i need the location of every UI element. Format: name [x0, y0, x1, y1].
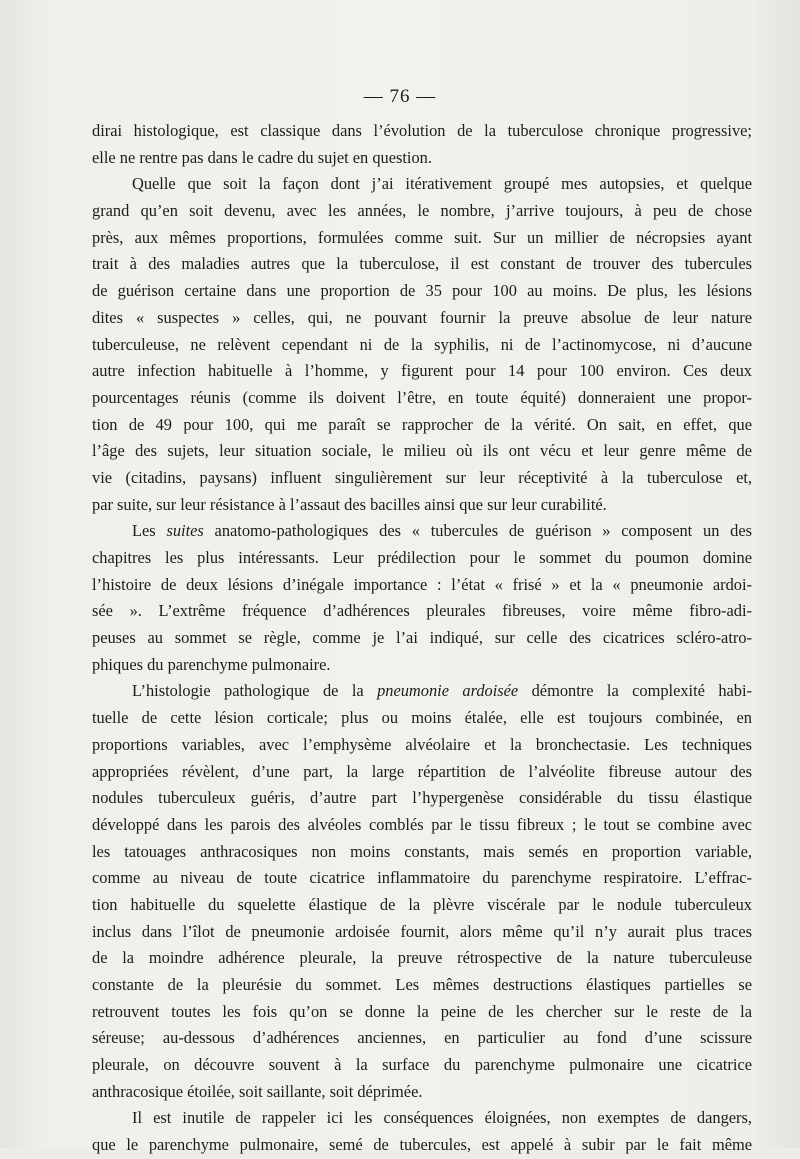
- text-line: sée ». L’extrême fréquence d’adhérences pleurales fibreuses, voire même fibro-adi-: [92, 601, 752, 621]
- text-line: retrouvent toutes les fois qu’on se donne la peine de les chercher sur le reste de la: [92, 1001, 752, 1021]
- text-line: tion de 49 pour 100, qui me paraît se rapprocher de la vérité. On sait, en effet, que: [92, 414, 752, 434]
- text-line: peuses au sommet se règle, comme je l’ai indiqué, sur celle des cicatrices scléro-atro-: [92, 628, 752, 648]
- text-line: constante de la pleurésie du sommet. Les mêmes destructions élastiques partielles se: [92, 975, 752, 994]
- text-line: [92, 678, 752, 705]
- text-line: phiques du parenchyme pulmonaire.: [92, 654, 331, 674]
- text-line: l’âge des sujets, leur situation sociale, le milieu où ils ont vécu et leur genre même de: [92, 441, 752, 461]
- text-line: dirai histologique, est classique dans l’évolution de la tuberculose chronique progressive;: [92, 121, 752, 140]
- text-line: de la moindre adhérence pleurale, la preuve rétrospective de la nature tuberculeuse: [92, 948, 752, 968]
- text-line: les tatouages anthracosiques non moins constants, mais semés en proportion variable,: [92, 841, 752, 861]
- text-line: Quelle que soit la façon dont j’ai itérativement groupé mes autopsies, et quelque: [132, 174, 752, 194]
- text-line: pleurale, on découvre souvent à la surface du parenchyme pulmonaire une cicatrice: [92, 1055, 752, 1075]
- text-line: comme au niveau de toute cicatrice inflammatoire du parenchyme respiratoire. L’effrac-: [92, 868, 752, 888]
- text-line: anthracosique étoilée, soit saillante, soit déprimée.: [92, 1081, 423, 1101]
- text-line: elle ne rentre pas dans le cadre du sujet en question.: [92, 147, 432, 167]
- text-line: nodules tuberculeux guéris, d’autre part l’hypergenèse considérable du tissu élastique: [92, 788, 752, 808]
- text-line: Il est inutile de rappeler ici les conséquences éloignées, non exemptes de dangers,: [132, 1108, 752, 1128]
- text-line: pourcentages réunis (comme ils doivent l’être, en toute équité) donneraient une propor-: [92, 387, 752, 407]
- text-line: [92, 518, 752, 545]
- italic-term: suites: [166, 521, 204, 541]
- text-line: développé dans les parois des alvéoles comblés par le tissu fibreux ; le tout se combine avec: [92, 814, 752, 834]
- text-line: dites « suspectes » celles, qui, ne pouvant fournir la preuve absolue de leur nature: [92, 307, 752, 327]
- text-line: grand qu’en soit devenu, avec les années, le nombre, j’arrive toujours, à peu de chose: [92, 201, 752, 221]
- text-line: tuelle de cette lésion corticale; plus ou moins étalée, elle est toujours combinée, en: [92, 708, 752, 728]
- page-number: — 76 —: [363, 86, 437, 107]
- text-segment: L’histologie pathologique de la: [132, 681, 378, 701]
- text-line: l’histoire de deux lésions d’inégale importance : l’état « frisé » et la « pneumonie ardoi-: [92, 574, 752, 594]
- text-line: proportions variables, avec l’emphysème alvéolaire et la bronchectasie. Les techniques: [92, 734, 752, 754]
- text-line: de guérison certaine dans une proportion de 35 pour 100 au moins. De plus, les lésions: [92, 281, 752, 301]
- text-line: tion habituelle du squelette élastique de la plèvre viscérale par le nodule tuberculeux: [92, 894, 752, 914]
- text-line: près, aux mêmes proportions, formulées comme suit. Sur un millier de nécropsies ayant: [92, 227, 752, 247]
- body-text: [92, 118, 752, 1159]
- text-segment: anatomo-pathologiques des « tubercules de guérison » composent un des: [203, 521, 752, 541]
- text-line: inclus dans l’îlot de pneumonie ardoisée fournit, alors même qu’il n’y aurait plus traces: [92, 921, 752, 941]
- text-line: vie (citadins, paysans) influent singulièrement sur leur réceptivité à la tuberculose et,: [92, 467, 752, 487]
- text-line: trait à des maladies autres que la tuberculose, il est constant de trouver des tubercules: [92, 254, 752, 274]
- text-line: séreuse; au-dessous d’adhérences anciennes, en particulier au fond d’une scissure: [92, 1028, 752, 1048]
- text-line: que le parenchyme pulmonaire, semé de tubercules, est appelé à subir par le fait même: [92, 1135, 752, 1155]
- text-line: appropriées révèlent, d’une part, la large répartition de l’alvéolite fibreuse autour des: [92, 761, 752, 781]
- text-segment: Les: [132, 521, 167, 541]
- text-line: chapitres les plus intéressants. Leur prédilection pour le sommet du poumon domine: [92, 548, 752, 567]
- text-line: autre infection habituelle à l’homme, y figurent pour 14 pour 100 environ. Ces deux: [92, 361, 752, 381]
- text-line: par suite, sur leur résistance à l’assaut des bacilles ainsi que sur leur curabilité.: [92, 494, 607, 514]
- text-segment: démontre la complexité habi-: [518, 681, 753, 701]
- text-line: tuberculeuse, ne relèvent cependant ni de la syphilis, ni de l’actinomycose, ni d’aucune: [92, 334, 752, 354]
- italic-term: pneumonie ardoisée: [377, 681, 519, 701]
